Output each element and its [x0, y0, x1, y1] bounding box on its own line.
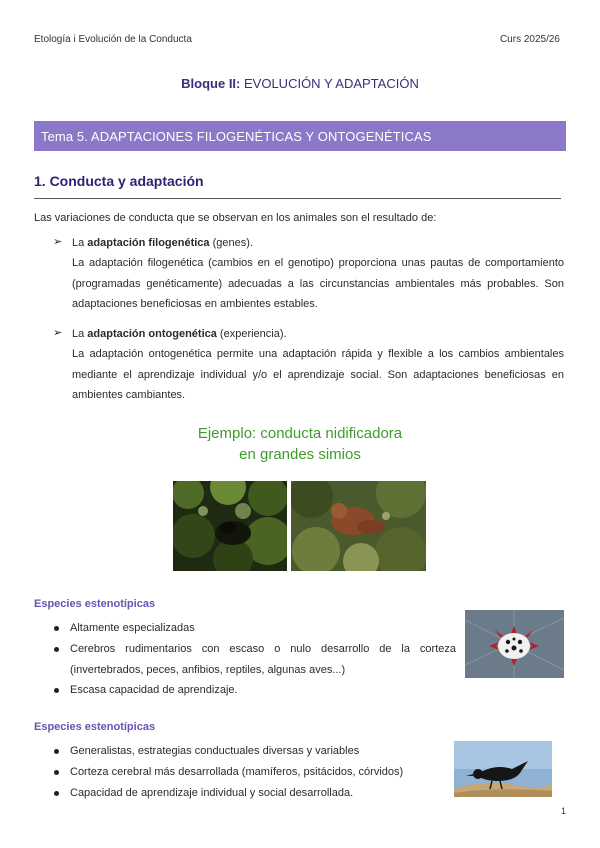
bullet-dot-icon — [54, 791, 59, 796]
spider-photo — [465, 610, 564, 678]
list-item: Escasa capacidad de aprendizaje. — [70, 684, 238, 696]
course-year: Curs 2025/26 — [499, 34, 560, 45]
list-item-description: La adaptación ontogenética permite una adaptación rápida y flexible a los cambios ambientales mediante el aprendizaje individual y/o el aprendizaje social. Son adaptaciones beneficiosas en ambientes cambiantes. — [72, 348, 564, 401]
block-label: Bloque II: — [181, 76, 241, 91]
bullet-dot-icon — [54, 749, 59, 754]
bullet-dot-icon — [54, 626, 59, 631]
section-intro: Las variaciones de conducta que se observan en los animales son el resultado de: — [34, 212, 437, 224]
tema-title: Tema 5. ADAPTACIONES FILOGENÉTICAS Y ONTOGENÉTICAS — [41, 129, 432, 144]
bullet-dot-icon — [54, 688, 59, 693]
arrow-bullet-icon: ➢ — [53, 236, 63, 248]
list-item-title: La adaptación filogenética (genes). — [72, 237, 253, 249]
bullet-dot-icon — [54, 647, 59, 652]
list-item: Capacidad de aprendizaje individual y social desarrollada. — [70, 787, 354, 799]
ape-nest-photo-2 — [291, 481, 426, 571]
list-item: Corteza cerebral más desarrollada (mamíferos, psitácidos, córvidos) — [70, 766, 404, 778]
term-ontogenetic: adaptación ontogenética — [87, 328, 217, 340]
section-divider — [34, 198, 561, 199]
page-number: 1 — [560, 806, 566, 816]
list-item: Altamente especializadas — [70, 622, 195, 634]
ape-nest-photo-1 — [173, 481, 287, 571]
section-heading: 1. Conducta y adaptación — [34, 173, 204, 189]
block-title — [0, 76, 600, 91]
list-item: Generalistas, estrategias conductuales diversas y variables — [70, 745, 360, 757]
list-item: Cerebros rudimentarios con escaso o nulo desarrollo de la corteza (invertebrados, peces, anfibios, reptiles, algunas aves...) — [70, 643, 456, 676]
list-item-title: La adaptación ontogenética (experiencia). — [72, 328, 287, 340]
term-phylogenetic: adaptación filogenética — [87, 237, 210, 249]
course-name: Etología i Evolución de la Conducta — [34, 34, 192, 45]
tema-banner — [34, 121, 566, 151]
block-name: EVOLUCIÓN Y ADAPTACIÓN — [244, 76, 419, 91]
list-item-description: La adaptación filogenética (cambios en el genotipo) proporciona unas pautas de comportamiento (programadas genéticamente) adecuadas a las circunstancias ambientales más probables. Son adaptaciones beneficiosas en ambientes estables. — [72, 257, 564, 310]
arrow-bullet-icon: ➢ — [53, 327, 63, 339]
crow-photo — [454, 741, 552, 797]
bullet-dot-icon — [54, 770, 59, 775]
stenotopic-heading: Especies estenotípicas — [34, 598, 156, 610]
eurytopic-heading: Especies estenotípicas — [34, 721, 156, 733]
example-title: Ejemplo: conducta nidificadora en grandes simios — [197, 425, 403, 463]
